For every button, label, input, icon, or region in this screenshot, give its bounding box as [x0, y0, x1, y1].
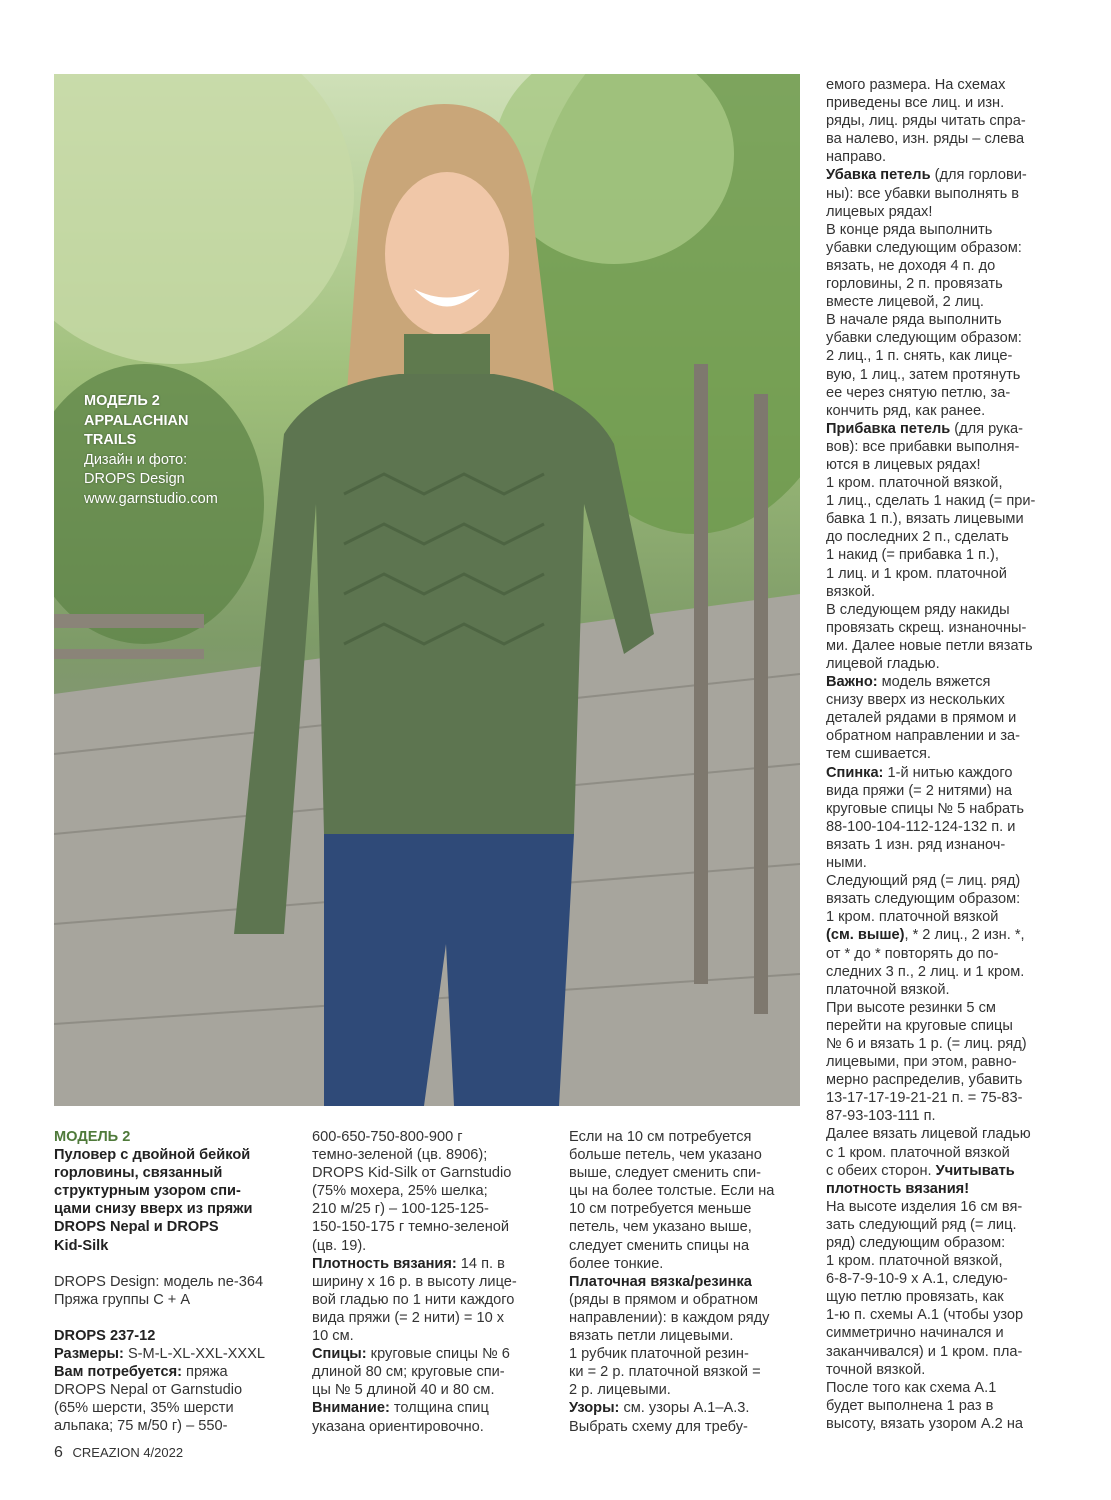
text-line: 1 кром. платочной вязкой	[826, 909, 999, 926]
text-line: лицевой гладью.	[826, 656, 940, 672]
design-line: DROPS Design: модель ne-364	[54, 1273, 264, 1290]
text-line: от * до * повторять до по-	[826, 945, 999, 962]
text-line: ми. Далее новые петли вязать	[826, 637, 1033, 654]
text-line: длиной 80 см; круговые спи-	[312, 1364, 505, 1381]
text-line: направлении): в каждом ряду	[569, 1309, 770, 1326]
text-line: ряд) следующим образом:	[826, 1235, 1006, 1251]
caption-line-5: DROPS Design	[84, 471, 185, 487]
text-line: бавка 1 п.), вязать лицевыми	[826, 511, 1024, 528]
text-line: цы № 5 длиной 40 и 80 см.	[312, 1382, 495, 1399]
text-line: вую, 1 лиц., затем протянуть	[826, 366, 1021, 383]
text-line: указана ориентировочно.	[312, 1418, 484, 1435]
photo-caption	[84, 392, 218, 509]
caption-line-6: www.garnstudio.com	[84, 490, 218, 507]
text-line: петель, чем указано выше,	[569, 1219, 752, 1236]
text-line: После того как схема А.1	[826, 1379, 997, 1396]
caption-title-1: МОДЕЛЬ 2	[84, 393, 160, 409]
model-label: МОДЕЛЬ 2	[54, 1129, 131, 1145]
text-line: вида пряжи (= 2 нити) = 10 х	[312, 1309, 505, 1326]
text-line: выше, следует сменить спи-	[569, 1165, 762, 1182]
text-line: вой гладью по 1 нити каждого	[312, 1291, 515, 1308]
text-line: до последних 2 п., сделать	[826, 529, 1009, 546]
text-line: заканчивался) и 1 кром. пла-	[826, 1343, 1023, 1360]
text-line: обратном направлении и за-	[826, 728, 1020, 745]
text-line: ются в лицевых рядах!	[826, 456, 981, 473]
text-line: 1 кром. платочной вязкой,	[826, 1253, 1003, 1270]
column-2	[312, 1128, 552, 1436]
text-line: 1 кром. платочной вязкой,	[826, 475, 1003, 492]
text-line: более тонкие.	[569, 1255, 664, 1272]
article-title	[54, 1146, 292, 1255]
text-line: 2 р. лицевыми.	[569, 1382, 671, 1399]
garter-label: Платочная вязка/резинка	[569, 1273, 752, 1290]
title-line: Пуловер с двойной бейкой	[54, 1147, 251, 1164]
text-line: платочной вязкой.	[826, 981, 950, 998]
important-value: модель вяжется	[877, 674, 991, 691]
consider-label: Учитывать	[935, 1162, 1015, 1179]
text-line: емого размера. На схемах	[826, 77, 1006, 93]
text-line: точной вязкой.	[826, 1361, 926, 1378]
page-number: 6	[54, 1444, 63, 1461]
text-line: 87-93-103-111 п.	[826, 1108, 936, 1125]
text-line: с 1 кром. платочной вязкой	[826, 1144, 1010, 1161]
title-line: цами снизу вверх из пряжи	[54, 1201, 253, 1218]
text-line: На высоте изделия 16 см вя-	[826, 1198, 1023, 1215]
text-line: ны): все убавки выполнять в	[826, 185, 1020, 202]
text-line: Следующий ряд (= лиц. ряд)	[826, 873, 1021, 890]
title-line: горловины, связанный	[54, 1165, 223, 1182]
decrease-label: Убавка петель	[826, 167, 931, 184]
text-line: вязать следующим образом:	[826, 891, 1021, 908]
text-line: Выбрать схему для требу-	[569, 1418, 748, 1435]
sizes-label: Размеры:	[54, 1345, 124, 1362]
text-line: 13-17-17-19-21-21 п. = 75-83-	[826, 1090, 1023, 1107]
text-line: 1 рубчик платочной резин-	[569, 1346, 749, 1363]
text-line: Если на 10 см потребуется	[569, 1129, 752, 1145]
caption-title-3: TRAILS	[84, 432, 137, 448]
magazine-issue: CREAZION 4/2022	[72, 1445, 184, 1460]
text-line: (65% шерсти, 35% шерсти	[54, 1400, 234, 1417]
text-line: лицевыми, при этом, равно-	[826, 1054, 1017, 1071]
text-line: ряды, лиц. ряды читать спра-	[826, 113, 1026, 130]
text-line: темно-зеленой (цв. 8906);	[312, 1147, 488, 1164]
text-line: 10 см потребуется меньше	[569, 1201, 752, 1218]
title-line: Kid-Silk	[54, 1237, 109, 1254]
text-line: кончить ряд, как ранее.	[826, 402, 986, 419]
title-line: структурным узором спи-	[54, 1183, 241, 1200]
increase-value: (для рука-	[950, 420, 1024, 437]
text-line: В начале ряда выполнить	[826, 312, 1002, 329]
text-line: 150-150-175 г темно-зеленой	[312, 1219, 510, 1236]
yarn-group: Пряжа группы С + А	[54, 1291, 191, 1308]
see-above: (см. выше)	[826, 927, 905, 944]
text-line: 6-8-7-9-10-9 х А.1, следую-	[826, 1271, 1008, 1288]
text-line: убавки следующим образом:	[826, 239, 1022, 256]
text-line: В следующем ряду накиды	[826, 601, 1010, 618]
text-line: вида пряжи (= 2 нитями) на	[826, 782, 1012, 799]
text-line: вязать петли лицевыми.	[569, 1328, 734, 1345]
text-line: мерно распределив, убавить	[826, 1072, 1023, 1089]
text-fragment: , * 2 лиц., 2 изн. *,	[904, 927, 1025, 944]
text-line: 10 см.	[312, 1328, 354, 1345]
text-line: вязкой.	[826, 583, 876, 600]
text-line: 1 лиц., сделать 1 накид (= при-	[826, 493, 1036, 510]
text-line: ными.	[826, 855, 867, 872]
text-line: При высоте резинки 5 см	[826, 999, 996, 1016]
text-line: ва налево, изн. ряды – слева	[826, 131, 1025, 148]
caption-line-4: Дизайн и фото:	[84, 451, 188, 468]
decrease-value: (для горлови-	[930, 167, 1027, 184]
text-line: вместе лицевой, 2 лиц.	[826, 294, 984, 311]
text-line: приведены все лиц. и изн.	[826, 95, 1005, 112]
text-line: вязать, не доходя 4 п. до	[826, 257, 996, 274]
text-line: перейти на круговые спицы	[826, 1017, 1013, 1034]
text-line: DROPS Kid-Silk от Garnstudio	[312, 1165, 512, 1182]
sizes-value: S-M-L-XL-XXL-XXXL	[123, 1345, 266, 1362]
pattern-code: DROPS 237-12	[54, 1327, 156, 1344]
text-line: зать следующий ряд (= лиц.	[826, 1216, 1017, 1233]
text-line: 2 лиц., 1 п. снять, как лице-	[826, 348, 1013, 365]
text-fragment: с обеих сторон.	[826, 1162, 936, 1179]
text-line: направо.	[826, 149, 887, 166]
text-line: больше петель, чем указано	[569, 1147, 762, 1164]
caption-title-2: APPALACHIAN	[84, 412, 189, 429]
text-line: 600-650-750-800-900 г	[312, 1129, 463, 1145]
text-line: 1 лиц. и 1 кром. платочной	[826, 565, 1007, 582]
text-line: ки = 2 р. платочной вязкой =	[569, 1364, 761, 1381]
text-line: лицевых рядах!	[826, 203, 933, 220]
text-line: провязать скрещ. изнаночны-	[826, 619, 1027, 636]
text-line: 1-ю п. схемы А.1 (чтобы узор	[826, 1307, 1024, 1324]
text-line: вов): все прибавки выполня-	[826, 438, 1020, 455]
back-label: Спинка:	[826, 764, 884, 781]
needles-label: Спицы:	[312, 1346, 367, 1363]
text-line: следних 3 п., 2 лиц. и 1 кром.	[826, 963, 1025, 980]
text-line: снизу вверх из нескольких	[826, 692, 1005, 709]
text-line: № 6 и вязать 1 р. (= лиц. ряд)	[826, 1035, 1027, 1052]
text-line: круговые спицы № 5 набрать	[826, 800, 1025, 817]
photo-illustration	[54, 74, 800, 1106]
text-line: альпака; 75 м/50 г) – 550-	[54, 1418, 228, 1435]
column-1	[54, 1128, 292, 1435]
title-line: DROPS Nepal и DROPS	[54, 1219, 219, 1236]
text-line: будет выполнена 1 раз в	[826, 1397, 994, 1414]
page-footer	[54, 1444, 183, 1462]
text-line: (цв. 19).	[312, 1237, 367, 1254]
text-line: следует сменить спицы на	[569, 1237, 750, 1254]
text-line: убавки следующим образом:	[826, 330, 1022, 347]
density-value: 14 п. в	[456, 1255, 505, 1272]
text-line: горловины, 2 п. провязать	[826, 276, 1003, 293]
important-label: Важно:	[826, 674, 878, 691]
density-label: Плотность вязания:	[312, 1255, 457, 1272]
need-label: Вам потребуется:	[54, 1364, 182, 1381]
text-line: тем сшивается.	[826, 746, 931, 763]
patterns-label: Узоры:	[569, 1400, 620, 1417]
text-line: симметрично начинался и	[826, 1325, 1004, 1342]
need-value: пряжа	[181, 1364, 228, 1381]
increase-label: Прибавка петель	[826, 420, 951, 437]
text-line: (75% мохера, 25% шелка;	[312, 1183, 488, 1200]
text-line: DROPS Nepal от Garnstudio	[54, 1382, 243, 1399]
text-line: вязать 1 изн. ряд изнаноч-	[826, 836, 1006, 853]
photo	[54, 74, 800, 1106]
text-line: цы на более толстые. Если на	[569, 1183, 775, 1200]
needles-value: круговые спицы № 6	[366, 1346, 510, 1363]
text-line: 210 м/25 г) – 100-125-125-	[312, 1201, 489, 1218]
text-line: деталей рядами в прямом и	[826, 710, 1017, 727]
patterns-value: см. узоры А.1–А.3.	[619, 1400, 750, 1417]
text-line: ширину х 16 р. в высоту лице-	[312, 1273, 517, 1290]
back-value: 1-й нитью каждого	[883, 764, 1013, 781]
column-3	[569, 1128, 807, 1436]
density-emphasis: плотность вязания!	[826, 1180, 970, 1197]
text-line: Далее вязать лицевой гладью	[826, 1126, 1031, 1143]
text-line: 88-100-104-112-124-132 п. и	[826, 818, 1016, 835]
text-line: ее через снятую петлю, за-	[826, 384, 1011, 401]
note-value: толщина спиц	[389, 1400, 489, 1417]
text-line: 1 накид (= прибавка 1 п.),	[826, 547, 999, 564]
note-label: Внимание:	[312, 1400, 390, 1417]
text-line: щую петлю провязать, как	[826, 1289, 1004, 1306]
text-line: (ряды в прямом и обратном	[569, 1291, 759, 1308]
column-4	[826, 76, 1066, 1433]
text-line: высоту, вязать узором А.2 на	[826, 1415, 1024, 1432]
text-line: В конце ряда выполнить	[826, 221, 993, 238]
